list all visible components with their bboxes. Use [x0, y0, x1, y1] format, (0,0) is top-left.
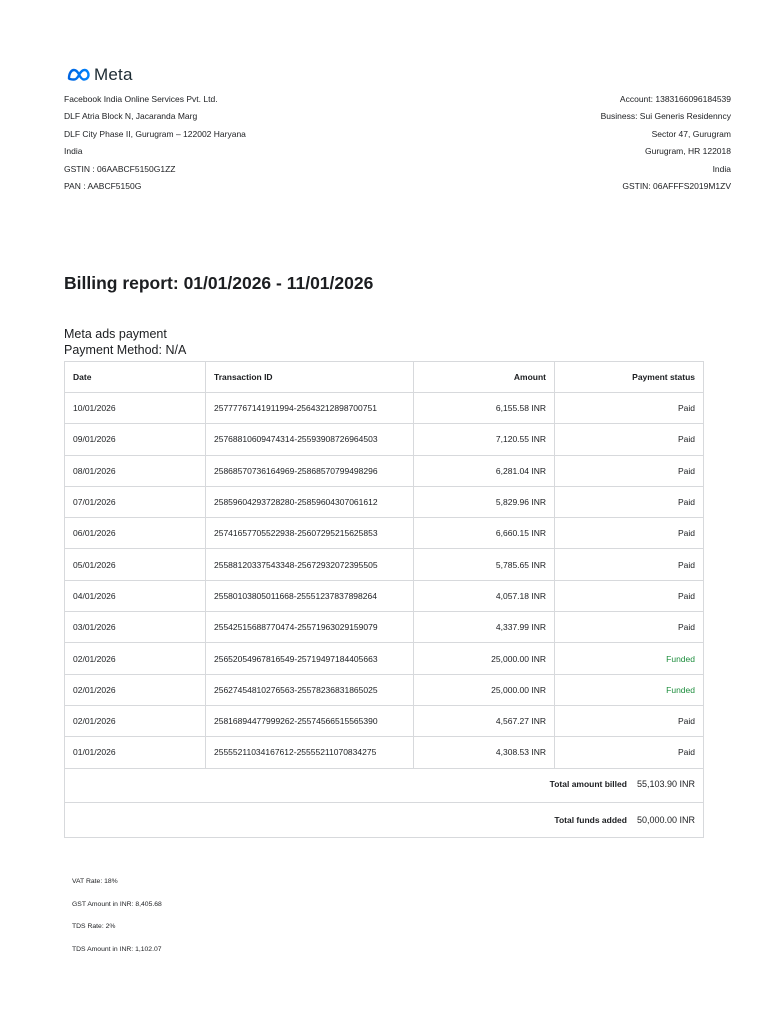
cell-date: 02/01/2026	[65, 643, 206, 674]
total-billed-row	[65, 767, 703, 802]
meta-logo	[66, 65, 133, 85]
total-funds-label: Total funds added	[554, 814, 627, 825]
vat-rate: VAT Rate: 18%	[72, 878, 118, 885]
cell-date: 03/01/2026	[65, 612, 206, 643]
cell-transaction-id: 25555211034167612-25555211070834275	[206, 737, 414, 768]
column-header-transaction-id: Transaction ID	[206, 362, 414, 393]
account-id: Account: 1383166096184539	[619, 94, 731, 104]
company-name: Facebook India Online Services Pvt. Ltd.	[64, 94, 218, 104]
cell-payment-status: Paid	[555, 393, 704, 424]
account-details	[601, 91, 731, 195]
table-row	[65, 518, 704, 549]
cell-transaction-id: 25580103805011668-25551237837898264	[206, 580, 414, 611]
table-header-row	[65, 362, 704, 393]
cell-amount: 25,000.00 INR	[414, 674, 555, 705]
cell-payment-status: Paid	[555, 518, 704, 549]
table-row	[65, 486, 704, 517]
cell-date: 07/01/2026	[65, 486, 206, 517]
column-header-date: Date	[65, 362, 206, 393]
business-gstin: GSTIN: 06AFFFS2019M1ZV	[622, 181, 731, 192]
cell-transaction-id: 25652054967816549-25719497184405663	[206, 643, 414, 674]
tds-amount: TDS Amount in INR: 1,102.07	[72, 946, 162, 954]
cell-amount: 4,308.53 INR	[414, 737, 555, 768]
cell-date: 09/01/2026	[65, 424, 206, 455]
company-address-line: DLF Atria Block N, Jacaranda Marg	[64, 111, 198, 122]
table-row	[65, 393, 704, 424]
table-row	[65, 580, 704, 611]
cell-transaction-id: 25627454810276563-25578236831865025	[206, 674, 414, 705]
cell-payment-status: Paid	[555, 455, 704, 486]
cell-date: 01/01/2026	[65, 737, 206, 768]
cell-transaction-id: 25816894477999262-25574566515565390	[206, 705, 414, 736]
cell-payment-status: Paid	[555, 580, 704, 611]
totals-box	[64, 767, 704, 838]
company-pan: PAN : AABCF5150G	[64, 181, 142, 192]
table-row	[65, 612, 704, 643]
gst-amount: GST Amount in INR: 8,405.68	[72, 900, 162, 908]
cell-transaction-id: 25868570736164969-25868570799498296	[206, 455, 414, 486]
cell-amount: 6,281.04 INR	[414, 455, 555, 486]
tds-rate: TDS Rate: 2%	[72, 923, 116, 931]
total-funds-value: 50,000.00 INR	[636, 814, 695, 825]
cell-payment-status: Paid	[555, 705, 704, 736]
cell-amount: 5,785.65 INR	[414, 549, 555, 580]
table-row	[65, 674, 704, 705]
total-billed-value: 55,103.90 INR	[636, 779, 695, 790]
cell-payment-status: Funded	[555, 674, 704, 705]
cell-amount: 4,567.27 INR	[414, 705, 555, 736]
cell-transaction-id: 25859604293728280-25859604307061612	[206, 486, 414, 517]
cell-date: 10/01/2026	[65, 393, 206, 424]
total-billed-label: Total amount billed	[549, 779, 627, 790]
business-address-line: Sector 47, Gurugram	[651, 128, 731, 139]
cell-transaction-id: 25542515688770474-25571963029159079	[206, 612, 414, 643]
table-row	[65, 549, 704, 580]
table-row	[65, 737, 704, 768]
payment-section-header	[64, 327, 186, 358]
cell-amount: 6,155.58 INR	[414, 393, 555, 424]
cell-payment-status: Paid	[555, 549, 704, 580]
cell-amount: 25,000.00 INR	[414, 643, 555, 674]
business-address-line: Gurugram, HR 122018	[645, 146, 731, 157]
company-address	[64, 91, 246, 195]
cell-date: 02/01/2026	[65, 674, 206, 705]
company-address-line: DLF City Phase II, Gurugram – 122002 Haryana	[64, 128, 246, 139]
payment-method: Payment Method: N/A	[64, 342, 187, 357]
tax-summary	[72, 878, 162, 969]
cell-date: 02/01/2026	[65, 705, 206, 736]
logo-wordmark: Meta	[94, 65, 133, 84]
cell-payment-status: Funded	[555, 643, 704, 674]
cell-date: 06/01/2026	[65, 518, 206, 549]
table-row	[65, 424, 704, 455]
column-header-amount: Amount	[414, 362, 555, 393]
table-row	[65, 643, 704, 674]
cell-amount: 5,829.96 INR	[414, 486, 555, 517]
cell-amount: 6,660.15 INR	[414, 518, 555, 549]
cell-transaction-id: 25588120337543348-25672932072395505	[206, 549, 414, 580]
cell-transaction-id: 25777767141911994-25643212898700751	[206, 393, 414, 424]
cell-payment-status: Paid	[555, 737, 704, 768]
cell-transaction-id: 25741657705522938-25607295215625853	[206, 518, 414, 549]
transactions-table	[64, 361, 704, 769]
total-funds-row	[65, 802, 703, 838]
cell-payment-status: Paid	[555, 612, 704, 643]
company-gstin: GSTIN : 06AABCF5150G1ZZ	[64, 163, 176, 174]
section-title: Meta ads payment	[64, 327, 167, 341]
cell-amount: 4,057.18 INR	[414, 580, 555, 611]
cell-amount: 7,120.55 INR	[414, 424, 555, 455]
table-row	[65, 455, 704, 486]
cell-amount: 4,337.99 INR	[414, 612, 555, 643]
cell-payment-status: Paid	[555, 424, 704, 455]
business-country: India	[712, 163, 731, 174]
column-header-payment-status: Payment status	[555, 362, 704, 393]
cell-payment-status: Paid	[555, 486, 704, 517]
company-country: India	[64, 146, 83, 157]
report-title: Billing report: 01/01/2026 - 11/01/2026	[64, 273, 374, 293]
table-row	[65, 705, 704, 736]
cell-date: 04/01/2026	[65, 580, 206, 611]
cell-date: 08/01/2026	[65, 455, 206, 486]
meta-infinity-icon	[66, 67, 92, 83]
cell-transaction-id: 25768810609474314-25593908726964503	[206, 424, 414, 455]
cell-date: 05/01/2026	[65, 549, 206, 580]
business-name: Business: Sui Generis Residenncy	[600, 111, 731, 122]
